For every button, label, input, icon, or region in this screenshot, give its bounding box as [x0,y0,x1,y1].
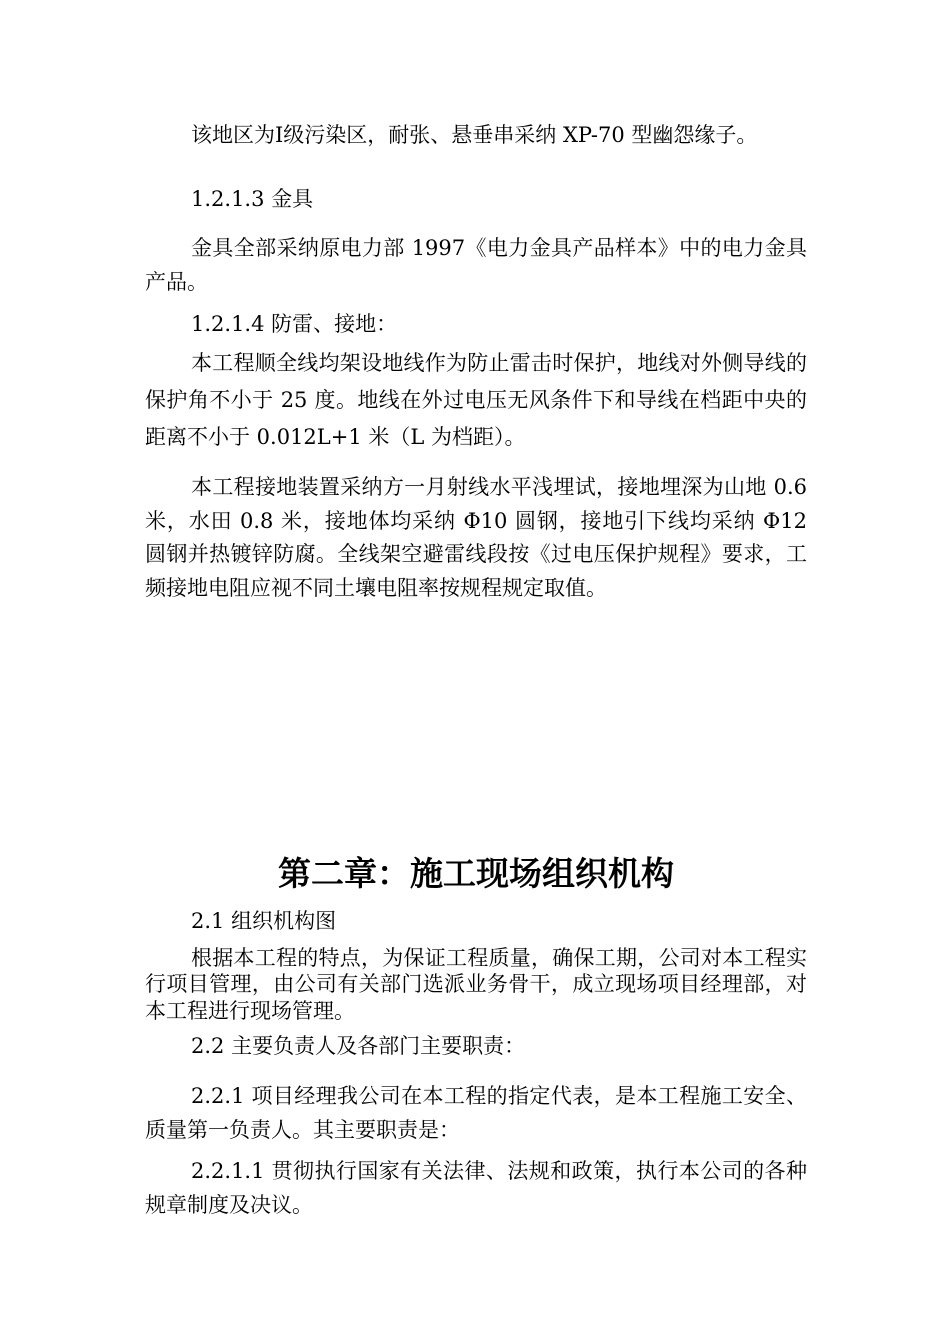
paragraph-insulator: 该地区为Ⅰ级污染区，耐张、悬垂串采纳 XP-70 型幽怨缘子。 [191,123,758,147]
paragraph-duty-1: 2.2.1.1 贯彻执行国家有关法律、法规和政策，执行本公司的各种规章制度及决议。 [145,1159,807,1217]
heading-lightning-grounding: 1.2.1.4 防雷、接地： [191,312,398,336]
heading-org-chart: 2.1 组织机构图 [191,909,337,933]
heading-fittings: 1.2.1.3 金具 [191,187,314,211]
chapter-title: 第二章：施工现场组织机构 [278,854,674,893]
paragraph-grounding-device: 本工程接地装置采纳方一月射线水平浅埋试，接地埋深为山地 0.6 米，水田 0.8 米，接地体均采纳 Φ10 圆钢，接地引下线均采纳 Φ12 圆钢并热镀锌防腐。全线架空避雷线段按《过电压保护规程》要求，工频接地电阻应视不同土壤电阻率按规程规定取值。 [145,475,807,600]
heading-responsibilities: 2.2 主要负责人及各部门主要职责： [191,1034,526,1058]
paragraph-project-manager: 2.2.1 项目经理我公司在本工程的指定代表，是本工程施工安全、质量第一负责人。其主要职责是： [145,1084,807,1142]
paragraph-fittings: 金具全部采纳原电力部 1997《电力金具产品样本》中的电力金具产品。 [145,236,807,294]
paragraph-project-management: 根据本工程的特点，为保证工程质量，确保工期，公司对本工程实行项目管理，由公司有关部门选派业务骨干，成立现场项目经理部，对本工程进行现场管理。 [145,946,807,1023]
paragraph-ground-wire: 本工程顺全线均架设地线作为防止雷击时保护，地线对外侧导线的保护角不小于 25 度。地线在外过电压无风条件下和导线在档距中央的距离不小于 0.012L+1 米（L 为档距）。 [145,351,807,449]
